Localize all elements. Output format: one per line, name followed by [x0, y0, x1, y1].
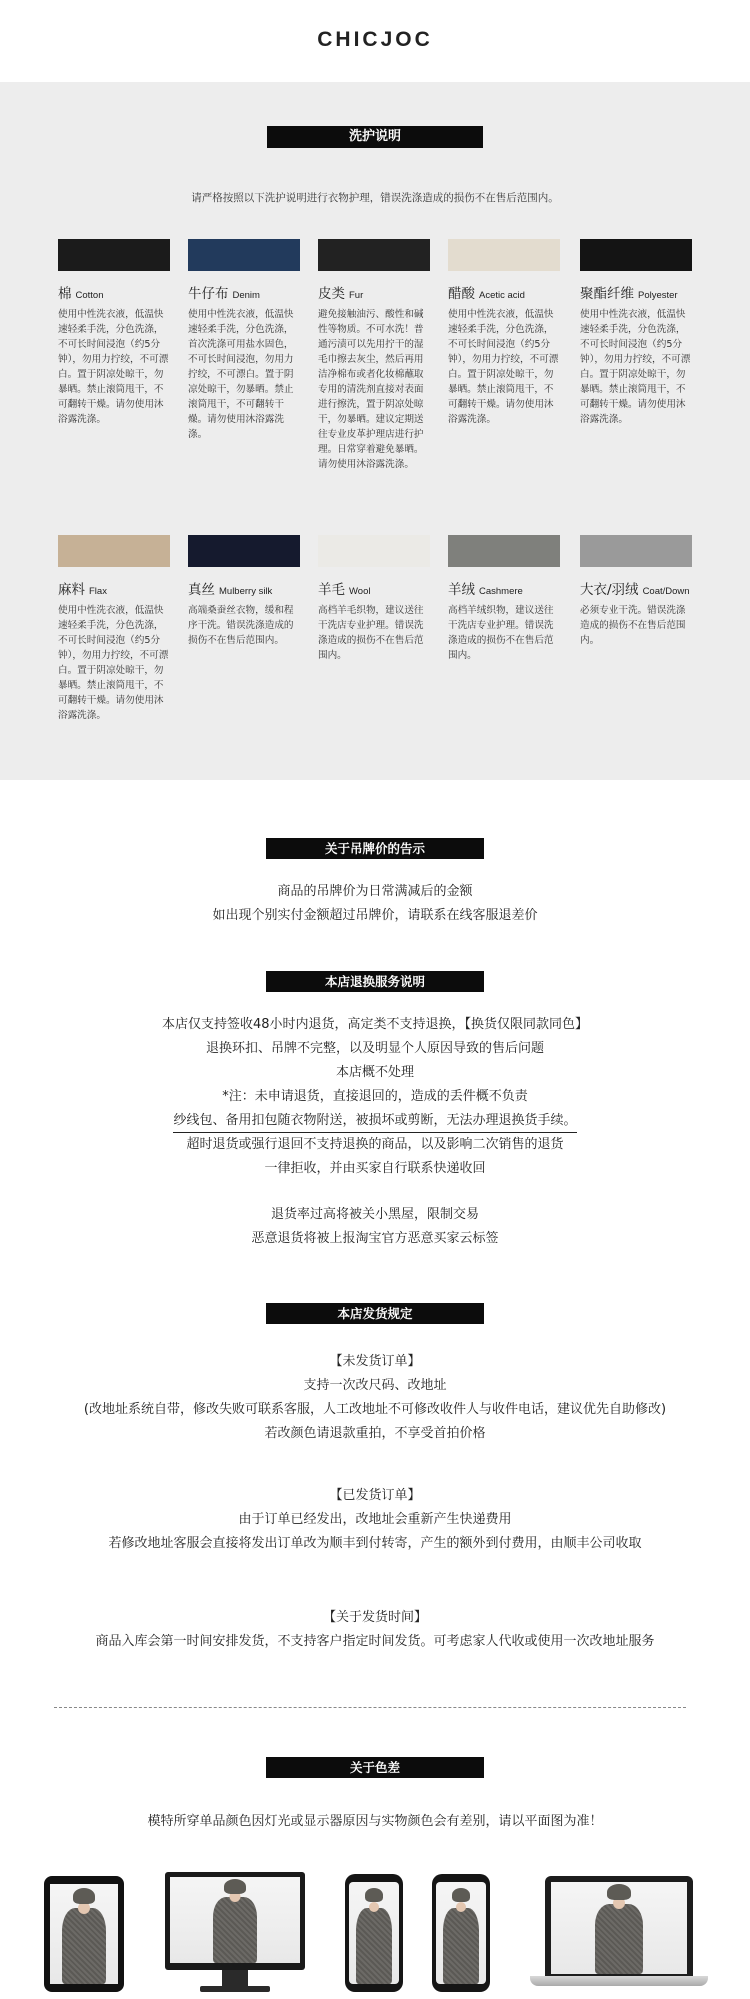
fabric-desc: 使用中性洗衣液，低温快速轻柔手洗，分色洗涤，不可长时间浸泡（约5分钟），勿用力拧绞，不可漂白。置于阴凉处晾干，勿暴晒。禁止滚筒甩干，不可翻转干燥。请勿使用沐浴露洗涤。 — [448, 309, 559, 425]
fabric-desc: 使用中性洗衣液，低温快速轻柔手洗，分色洗涤，不可长时间浸泡（约5分钟），勿用力拧绞，不可漂白。置于阴凉处晾干，勿暴晒。禁止滚筒甩干，不可翻转干燥。请勿使用沐浴露洗涤。 — [580, 309, 691, 425]
shipping-time-head: 【关于发货时间】 — [322, 1610, 427, 1625]
fabric-desc: 使用中性洗衣液，低温快速轻柔手洗，分色洗涤，首次洗涤可用盐水固色，不可长时间浸泡，勿用力拧绞，不可漂白。置于阴凉处晾干，勿暴晒。禁止滚筒甩干，不可翻转干燥。请勿使用沐浴露洗涤。 — [188, 309, 294, 440]
shipping-shipped-head: 【已发货订单】 — [329, 1488, 421, 1503]
fabric-swatch — [580, 239, 692, 271]
fabric-swatch — [188, 535, 300, 567]
shipping-line: (改地址系统自带，修改失败可联系客服，人工改地址不可修改收件人与收件电话，建议优先自助修改) — [83, 1402, 667, 1417]
care-title: 洗护说明 — [267, 126, 483, 148]
fabric-flax — [58, 535, 170, 723]
phone-device — [345, 1874, 403, 1992]
fabric-name-en: Coat/Down — [642, 586, 690, 597]
price-line: 如出现个别实付金额超过吊牌价，请联系在线客服退差价 — [212, 908, 538, 923]
fabric-swatch — [58, 239, 170, 271]
price-title: 关于吊牌价的告示 — [266, 838, 484, 859]
fabric-acetic-acid — [448, 239, 560, 427]
shipping-line: 支持一次改尺码、改地址 — [303, 1378, 447, 1393]
tablet-device — [44, 1876, 124, 1992]
fabric-coat-down — [580, 535, 692, 648]
fabric-wool — [318, 535, 430, 663]
laptop-device — [545, 1876, 693, 1976]
fabric-name-en: Polyester — [638, 290, 678, 301]
laptop-base — [530, 1976, 708, 1986]
shipping-text — [0, 1350, 750, 1654]
fabric-name-en: Flax — [89, 586, 107, 597]
fabric-name-en: Mulberry silk — [219, 586, 273, 597]
returns-line: 本店概不处理 — [335, 1065, 414, 1080]
returns-line: *注：未申请退货，直接退回的，造成的丢件概不负责 — [222, 1089, 528, 1104]
monitor-device — [165, 1872, 305, 1970]
care-section — [0, 82, 750, 780]
fabric-name: 醋酸 — [448, 286, 475, 302]
fabric-desc: 避免接触油污、酸性和碱性等物质。不可水洗！普通污渍可以先用拧干的湿毛巾擦去灰尘，然后再用洁净棉布或者化妆棉蘸取专用的清洗剂直接对表面进行擦洗，置于阴凉处晾干，勿暴晒。建议定期送往专业皮革护理店进行护理。日常穿着避免暴晒。请勿使用沐浴露洗涤。 — [318, 309, 424, 470]
returns-line: 超时退货或强行退回不支持退换的商品，以及影响二次销售的退货 — [186, 1137, 564, 1152]
shipping-line: 由于订单已经发出，改地址会重新产生快递费用 — [238, 1512, 512, 1527]
fabric-name-en: Denim — [232, 290, 260, 301]
fabric-silk — [188, 535, 300, 648]
shipping-line: 若修改地址客服会直接将发出订单改为顺丰到付转寄，产生的额外到付费用，由顺丰公司收取 — [108, 1536, 642, 1551]
fabric-swatch — [580, 535, 692, 567]
shipping-unshipped-head: 【未发货订单】 — [329, 1354, 421, 1369]
fabric-swatch — [448, 535, 560, 567]
fabric-name-en: Acetic acid — [479, 290, 525, 301]
returns-line-underlined: 纱线包、备用扣包随衣物附送，被损坏或剪断，无法办理退换货手续。 — [173, 1110, 576, 1133]
fabric-desc: 使用中性洗衣液，低温快速轻柔手洗，分色洗涤，不可长时间浸泡（约5分钟），勿用力拧绞，不可漂白。置于阴凉处晾干，勿暴晒。禁止滚筒甩干，不可翻转干燥。请勿使用沐浴露洗涤。 — [58, 309, 169, 425]
price-text — [0, 880, 750, 928]
price-line: 商品的吊牌价为日常满减后的金额 — [277, 884, 473, 899]
fabric-name-en: Cotton — [75, 290, 104, 301]
brand-logo: CHICJOC — [317, 28, 433, 51]
returns-line: 退换环扣、吊牌不完整，以及明显个人原因导致的售后问题 — [205, 1041, 544, 1056]
fabric-name: 真丝 — [188, 582, 215, 598]
fabric-fur — [318, 239, 430, 472]
color-diff-text — [0, 1810, 750, 1834]
fabric-name: 棉 — [58, 286, 72, 302]
fabric-name: 大衣/羽绒 — [580, 582, 639, 598]
returns-text — [0, 1013, 750, 1251]
fabric-name-en: Wool — [349, 586, 371, 597]
fabric-name: 牛仔布 — [188, 286, 229, 302]
returns-line: 退货率过高将被关小黑屋，限制交易 — [270, 1207, 479, 1222]
fabric-name-en: Cashmere — [479, 586, 523, 597]
fabric-desc: 高端桑蚕丝衣物，缓和程序干洗。错误洗涤造成的损伤不在售后范围内。 — [188, 605, 294, 646]
fabric-name: 聚酯纤维 — [580, 286, 634, 302]
fabric-name: 羊绒 — [448, 582, 475, 598]
fabric-denim — [188, 239, 300, 442]
color-diff-note: 模特所穿单品颜色因灯光或显示器原因与实物颜色会有差别，请以平面图为准！ — [147, 1814, 603, 1829]
fabric-swatch — [448, 239, 560, 271]
dashed-divider — [54, 1707, 686, 1708]
phone-device — [432, 1874, 490, 1992]
monitor-base — [200, 1986, 270, 1992]
fabric-name: 麻料 — [58, 582, 85, 598]
returns-line: 本店仅支持签收48小时内退货，高定类不支持退换，【换货仅限同款同色】 — [161, 1017, 589, 1032]
fabric-name-en: Fur — [349, 290, 364, 301]
shipping-title: 本店发货规定 — [266, 1303, 484, 1324]
monitor-stand — [222, 1970, 248, 1986]
fabric-desc: 使用中性洗衣液，低温快速轻柔手洗，分色洗涤，不可长时间浸泡（约5分钟），勿用力拧绞，不可漂白。置于阴凉处晾干，勿暴晒。禁止滚筒甩干，不可翻转干燥。请勿使用沐浴露洗涤。 — [58, 605, 169, 721]
returns-line: 恶意退货将被上报淘宝官方恶意买家云标签 — [251, 1231, 499, 1246]
fabric-name: 羊毛 — [318, 582, 345, 598]
fabric-swatch — [318, 239, 430, 271]
fabric-desc: 高档羊毛织物，建议送往干洗店专业护理。错误洗涤造成的损伤不在售后范围内。 — [318, 605, 424, 661]
fabric-cashmere — [448, 535, 560, 663]
fabric-desc: 高档羊绒织物，建议送往干洗店专业护理。错误洗涤造成的损伤不在售后范围内。 — [448, 605, 554, 661]
fabric-polyester — [580, 239, 692, 427]
care-intro: 请严格按照以下洗护说明进行衣物护理，错误洗涤造成的损伤不在售后范围内。 — [191, 192, 559, 204]
fabric-swatch — [188, 239, 300, 271]
returns-title: 本店退换服务说明 — [266, 971, 484, 992]
fabric-cotton — [58, 239, 170, 427]
color-diff-title: 关于色差 — [266, 1757, 484, 1778]
fabric-name: 皮类 — [318, 286, 345, 302]
fabric-swatch — [58, 535, 170, 567]
returns-line: 一律拒收，并由买家自行联系快递收回 — [264, 1161, 486, 1176]
fabric-desc: 必须专业干洗。错误洗涤造成的损伤不在售后范围内。 — [580, 605, 686, 646]
device-illustration — [0, 1868, 750, 1999]
shipping-line: 若改颜色请退款重拍，不享受首拍价格 — [264, 1426, 486, 1441]
shipping-line: 商品入库会第一时间安排发货，不支持客户指定时间发货。可考虑家人代收或使用一次改地址服务 — [95, 1634, 655, 1649]
fabric-swatch — [318, 535, 430, 567]
